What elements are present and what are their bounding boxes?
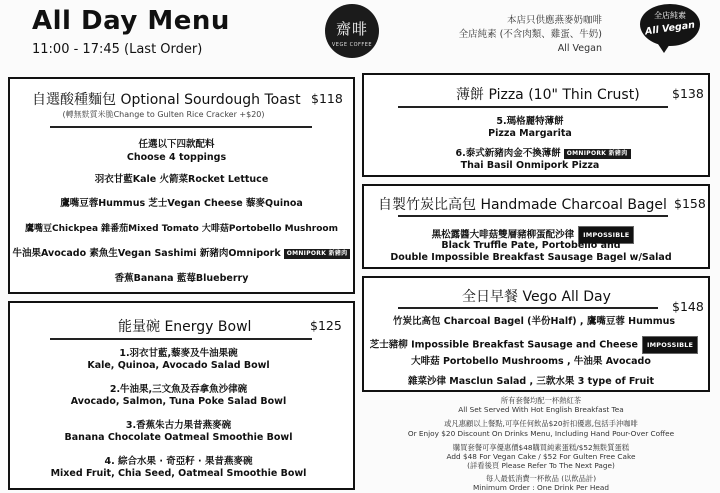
choose-zh: 任選以下四款配料 xyxy=(138,139,215,150)
pizza-6-zh xyxy=(378,148,708,160)
bagel-line-1-text: 黑松露醬大啡菇雙層豬柳蛋配沙律 xyxy=(431,229,575,241)
vego-divider xyxy=(398,307,658,309)
choose-en: Choose 4 toppings xyxy=(126,152,227,163)
vego-row-3: 大啡菇 Portobello Mushrooms , 牛油果 Avocado xyxy=(411,356,651,367)
bagel-title: 自製竹炭比高包 Handmade Charcoal Bagel xyxy=(378,197,667,213)
drink-discount-en: Or Enjoy $20 Discount On Drinks Menu, Including Hand Pour-Over Coffee xyxy=(407,429,675,438)
pizza-section xyxy=(362,73,710,177)
set-tea-note-zh: 所有套餐均配一杯熱紅茶 xyxy=(500,396,582,405)
energy-bowl-price: $125 xyxy=(310,318,342,333)
vego-row-2-text: 芝士豬柳 Impossible Breakfast Sausage and Cheese xyxy=(369,339,638,351)
all-vegan-badge xyxy=(640,4,700,46)
vego-title: 全日早餐 Vego All Day xyxy=(462,289,611,305)
bowl-3-zh: 3.香蕉朱古力果昔燕麥碗 xyxy=(125,420,232,431)
bagel-section xyxy=(362,184,710,269)
drink-discount-zh: 或凡惠顧以上餐點,可享任何飲品$20折扣優惠,包括手沖咖啡 xyxy=(444,419,638,428)
sourdough-subnote: (轉無麩質米脆Change to Gulten Rice Cracker +$20) xyxy=(62,110,265,119)
bagel-price: $158 xyxy=(674,196,706,211)
notice-line-2: 全店純素 (不含肉類、雞蛋、牛奶) xyxy=(458,29,602,40)
energy-divider xyxy=(50,338,312,340)
topping-row-3: 鷹嘴豆Chickpea 雜番茄Mixed Tomato 大啡菇Portobello Mushroom xyxy=(25,224,338,234)
bowl-1-en: Kale, Quinoa, Avocado Salad Bowl xyxy=(87,360,270,371)
topping-row-5: 香蕉Banana 藍莓Blueberry xyxy=(114,273,249,284)
omnipork-tag: OMNIPORK 新豬肉 xyxy=(284,249,351,259)
opening-hours: 11:00 - 17:45 (Last Order) xyxy=(32,42,203,57)
pizza-price: $138 xyxy=(672,86,704,101)
bowl-4-zh: 4. 綜合水果 · 奇亞籽 · 果昔燕麥碗 xyxy=(104,456,253,467)
bowl-3-en: Banana Chocolate Oatmeal Smoothie Bowl xyxy=(64,432,293,443)
bowl-2-zh: 2.牛油果,三文魚及吞拿魚沙律碗 xyxy=(109,384,248,395)
cake-offer-en: Add $48 For Vegan Cake / $52 For Gulten Free Cake xyxy=(446,452,636,461)
logo-text: 齋啡 xyxy=(335,20,368,38)
sourdough-price: $118 xyxy=(311,91,343,106)
energy-bowl-section xyxy=(8,301,355,490)
cafe-logo xyxy=(325,4,379,58)
topping-row-1: 羽衣甘藍Kale 火箭菜Rocket Lettuce xyxy=(94,174,269,185)
energy-bowl-title: 能量碗 Energy Bowl xyxy=(118,319,252,335)
cake-offer-refer: (詳看後頁 Please Refer To The Next Page) xyxy=(467,461,615,470)
vegan-notice xyxy=(372,14,602,56)
sourdough-section xyxy=(8,77,355,294)
bagel-divider xyxy=(398,215,668,217)
menu-title: All Day Menu xyxy=(32,6,230,36)
pizza-title: 薄餅 Pizza (10" Thin Crust) xyxy=(456,87,640,103)
topping-row-4-text: 牛油果Avocado 素魚生Vegan Sashimi 新豬肉Omnipork xyxy=(12,248,281,259)
bagel-line-2: Black Truffle Pate, Portobello and xyxy=(441,240,621,251)
badge-top-text: 全店純素 xyxy=(654,11,686,20)
notice-line-3: All Vegan xyxy=(557,43,602,54)
bagel-line-3: Double Impossible Breakfast Sausage Bagel w/Salad xyxy=(390,252,672,263)
bowl-4-en: Mixed Fruit, Chia Seed, Oatmeal Smoothie Bowl xyxy=(50,468,307,479)
vego-row-1: 竹炭比高包 Charcoal Bagel (半份Half) , 鷹嘴豆蓉 Hummus xyxy=(392,316,676,327)
bowl-1-zh: 1.羽衣甘藍,藜麥及牛油果碗 xyxy=(119,348,238,359)
omnipork-tag: OMNIPORK 新豬肉 xyxy=(564,149,631,159)
sourdough-title: 自選酸種麵包 Optional Sourdough Toast xyxy=(32,92,301,108)
logo-subtext: VEGE COFFEE xyxy=(331,42,373,48)
notice-line-1: 本店只供應燕麥奶咖啡 xyxy=(506,15,602,26)
pizza-5-zh: 5.瑪格麗特薄餅 xyxy=(496,116,564,127)
set-tea-note-en: All Set Served With Hot English Breakfast Tea xyxy=(458,405,624,414)
pizza-divider xyxy=(398,106,668,108)
vego-all-day-section xyxy=(362,276,710,392)
vego-row-2 xyxy=(360,336,708,354)
min-order-en: Minimum Order : One Drink Per Head xyxy=(473,483,609,492)
pizza-6-zh-text: 6.泰式新豬肉金不換薄餅 xyxy=(455,148,561,159)
badge-bottom-text: All Vegan xyxy=(644,19,696,38)
pizza-5-en: Pizza Margarita xyxy=(488,128,572,139)
impossible-tag: IMPOSSIBLE xyxy=(642,336,698,354)
cake-offer-zh: 購買套餐可享優惠價$48購買純素蛋糕/$52無麩質蛋糕 xyxy=(452,443,630,452)
bowl-2-en: Avocado, Salmon, Tuna Poke Salad Bowl xyxy=(70,396,287,407)
vego-price: $148 xyxy=(672,299,704,314)
sourdough-divider xyxy=(50,126,312,128)
vego-row-4: 雜菜沙律 Masclun Salad , 三款水果 3 type of Fruit xyxy=(407,376,655,387)
topping-row-2: 鷹嘴豆蓉Hummus 芝士Vegan Cheese 藜麥Quinoa xyxy=(60,198,303,209)
min-order-zh: 每人最低消費一杯飲品 (以飲品計) xyxy=(485,474,597,483)
pizza-6-en: Thai Basil Onmipork Pizza xyxy=(460,160,600,171)
impossible-tag: IMPOSSIBLE xyxy=(578,226,634,244)
topping-row-4 xyxy=(10,248,353,260)
